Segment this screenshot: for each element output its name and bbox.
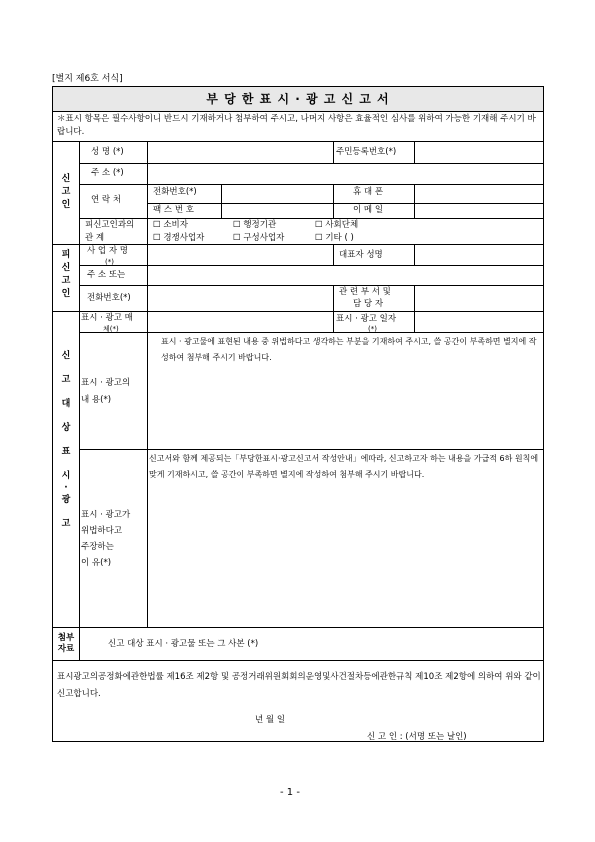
- section-label-respondent: 피 신 고 인: [61, 250, 71, 299]
- attachment-label: 첨부: [57, 633, 75, 643]
- divider: [79, 449, 543, 450]
- divider: [79, 332, 543, 333]
- reason-instruction: 신고서와 함께 제공되는「부당한표시·광고신고서 작성안내」에따라, 신고하고자 하는 내용을 가급적 6하 원칙에 맞게 기재하시고, 쓸 공간이 부족하면 별지에 작성하여 첨부해 주시기 바랍니다.: [149, 454, 539, 479]
- date-label: 표시 · 광고 일자: [336, 314, 397, 324]
- page-number: - 1 -: [280, 787, 300, 798]
- divider: [147, 203, 543, 204]
- divider: [333, 285, 334, 311]
- content-label: 내 용(*): [81, 395, 112, 405]
- divider: [147, 141, 148, 245]
- divider: [53, 311, 543, 312]
- phone-label: 전화번호(*): [153, 187, 197, 197]
- section-label-attachment: [54, 633, 78, 655]
- reason-label: 이 유(*): [81, 558, 112, 568]
- name-label: 성 명 (*): [91, 147, 124, 157]
- department-label: 관 련 부 서 및: [339, 287, 391, 297]
- divider: [333, 244, 334, 265]
- divider: [79, 141, 80, 660]
- divider: [53, 627, 543, 628]
- divider: [79, 285, 543, 286]
- representative-label: 대표자 성명: [339, 250, 383, 260]
- divider: [414, 184, 415, 219]
- divider: [79, 265, 543, 266]
- business-name-label: 사 업 자 명: [87, 246, 128, 256]
- form-title: 부 당 한 표 시 · 광 고 신 고 서: [53, 87, 543, 112]
- divider: [147, 244, 148, 627]
- attachment-text: 신고 대상 표시 · 광고물 또는 그 사본 (*): [108, 639, 259, 649]
- fax-label: 팩 스 번 호: [153, 205, 194, 215]
- media-label: 체(*): [103, 325, 119, 333]
- contact-label: 연 락 처: [91, 195, 122, 205]
- divider: [79, 218, 543, 219]
- section-label-subject: 신 고 대 상 표 시 · 광 고: [61, 351, 71, 529]
- content-label: 표시 · 광고의: [81, 378, 131, 388]
- email-label: 이 메 일: [353, 205, 384, 215]
- report-form: [52, 86, 544, 742]
- divider: [79, 184, 543, 185]
- respondent-address-label: 주 소 또는: [87, 270, 126, 280]
- divider: [414, 311, 415, 332]
- divider: [333, 184, 334, 219]
- divider: [53, 141, 543, 142]
- legal-statement: 표시광고의공정화에관한법률 제16조 제2항 및 공정거래위원회회의운영및사건절차등에관한규칙 제10조 제2항에 의하여 위와 같이 신고합니다.: [57, 672, 541, 699]
- reason-label: 표시 · 광고가: [81, 510, 131, 520]
- report-date: 년 월 일: [255, 715, 286, 725]
- option-consumer[interactable]: ☐ 소비자: [153, 220, 188, 230]
- department-label: 담 당 자: [353, 299, 384, 309]
- resident-number-label: 주민등록번호(*): [336, 147, 397, 157]
- address-label: 주 소 (*): [91, 168, 124, 178]
- media-label: 표시 · 광고 매: [81, 313, 133, 323]
- respondent-phone-label: 전화번호(*): [87, 293, 131, 303]
- divider: [221, 184, 222, 219]
- reason-label: 주장하는: [81, 542, 114, 552]
- divider: [333, 311, 334, 332]
- divider: [414, 244, 415, 265]
- option-competitor[interactable]: ☐ 경쟁사업자: [153, 233, 205, 243]
- divider: [414, 141, 415, 163]
- required-mark: (*): [105, 258, 114, 266]
- date-label: (*): [368, 325, 377, 333]
- divider: [53, 660, 543, 661]
- notice-text: ＊표시 항목은 필수사항이니 반드시 기재하거나 첨부하여 주시고, 나머지 사항은 효율적인 심사를 위하여 가능한 기재해 주시기 바랍니다.: [57, 114, 536, 137]
- option-other[interactable]: ☐ 기타 ( ): [315, 233, 354, 243]
- option-civic-group[interactable]: ☐ 사회단체: [315, 220, 359, 230]
- content-instruction: 표시 · 광고물에 표현된 내용 중 위법하다고 생각하는 부분을 기재하여 주시고, 쓸 공간이 부족하면 별지에 작성하여 첨부해 주시기 바랍니다.: [161, 337, 537, 362]
- section-label-reporter: 신 고 인: [61, 174, 71, 210]
- divider: [79, 163, 543, 164]
- form-number: [별지 제6호 서식]: [52, 74, 123, 84]
- option-member-business[interactable]: ☐ 구성사업자: [233, 233, 285, 243]
- divider: [414, 285, 415, 311]
- divider: [53, 244, 543, 245]
- reason-label: 위법하다고: [81, 526, 123, 536]
- relation-label: 피신고인과의: [85, 220, 135, 230]
- signature-line: 신 고 인 : (서명 또는 날인): [367, 732, 467, 742]
- relation-label: 관 계: [85, 233, 105, 243]
- attachment-label: 자료: [57, 644, 75, 654]
- option-government[interactable]: ☐ 행정기관: [233, 220, 277, 230]
- divider: [333, 141, 334, 163]
- mobile-label: 휴 대 폰: [353, 187, 384, 197]
